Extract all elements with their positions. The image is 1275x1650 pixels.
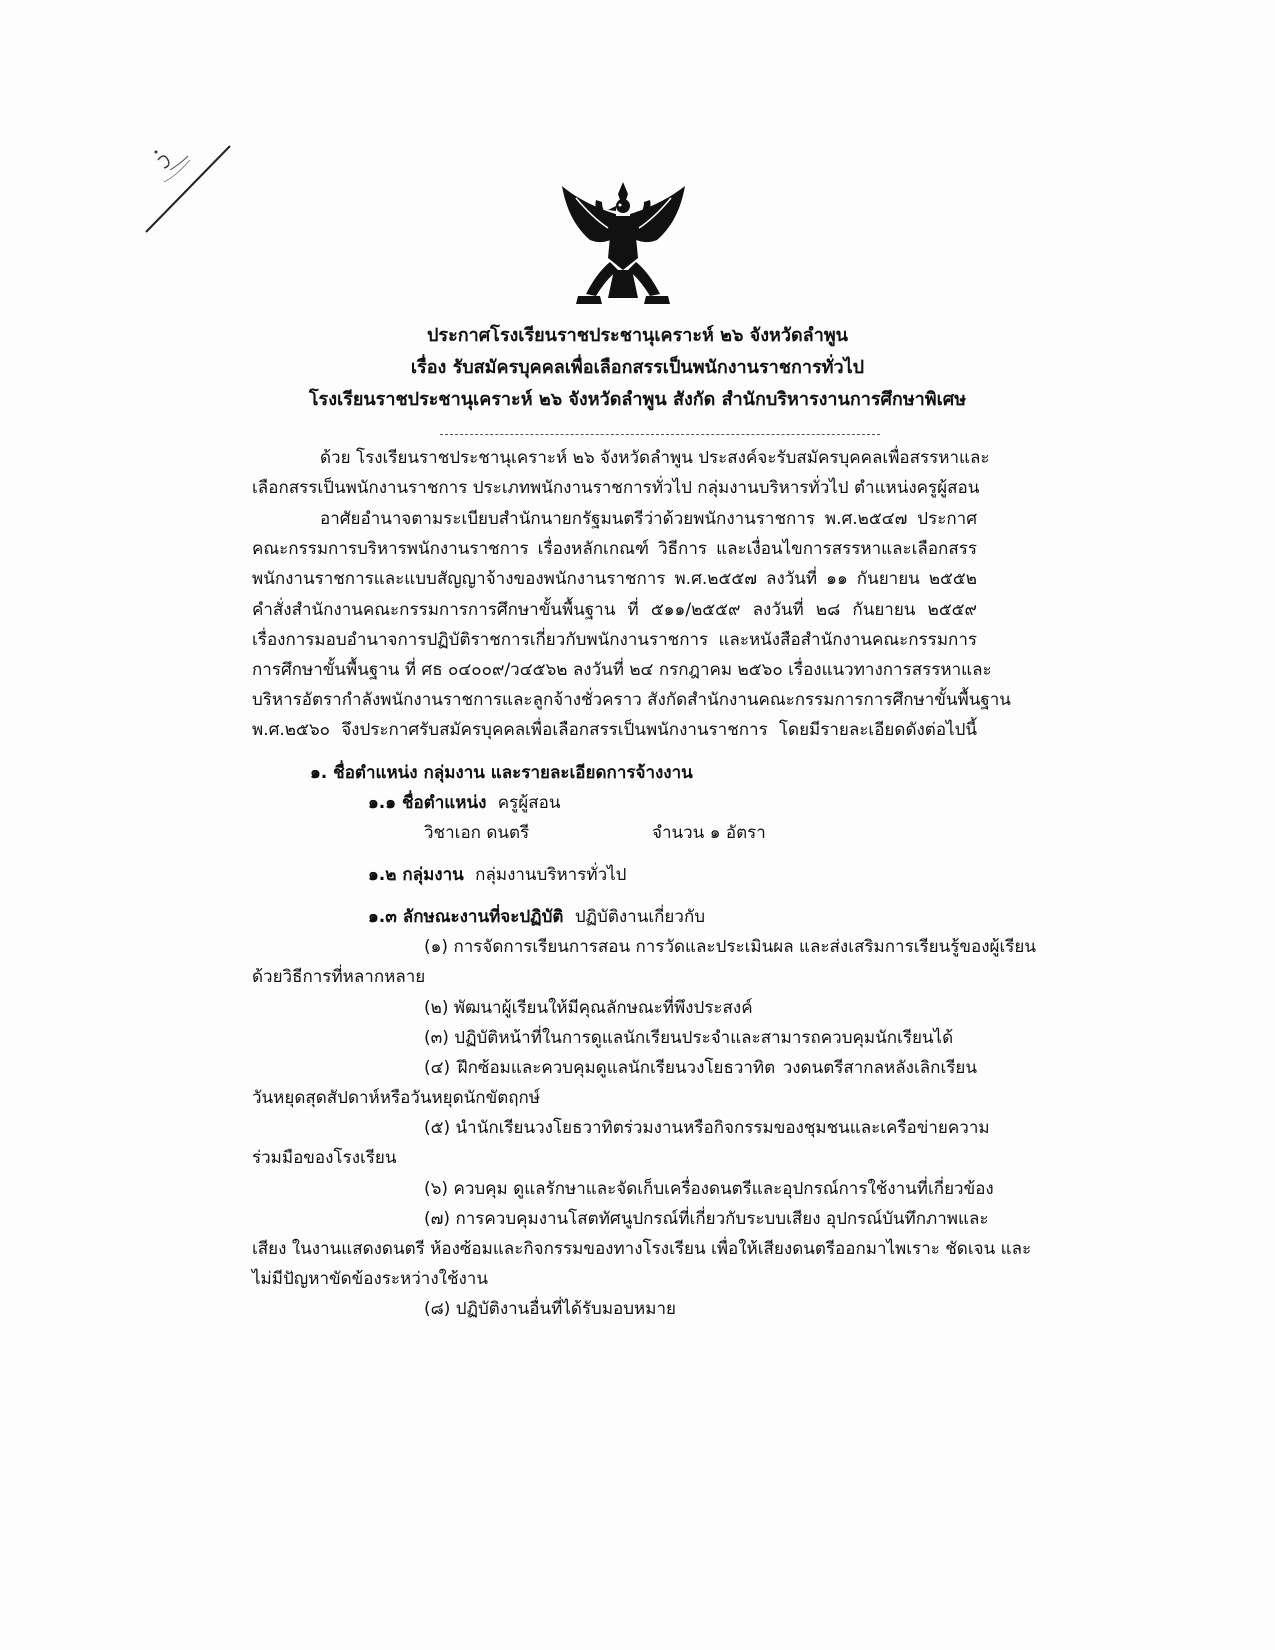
duty-2: (๒) พัฒนาผู้เรียนให้มีคุณลักษณะที่พึงประสงค์ xyxy=(424,998,753,1018)
garuda-emblem xyxy=(556,178,691,313)
duty-1-line-2: ด้วยวิธีการที่หลากหลาย xyxy=(252,967,426,987)
intro-paragraph-1-line-2: เลือกสรรเป็นพนักงานราชการ ประเภทพนักงานราชการทั่วไป กลุ่มงานบริหารทั่วไป ตำแหน่งครูผู้สอน xyxy=(252,478,980,498)
intro-paragraph-2-line-8: พ.ศ.๒๕๖๐ จึงประกาศรับสมัครบุคคลเพื่อเลือกสรรเป็นพนักงานราชการ โดยมีรายละเอียดดังต่อไปนี้ xyxy=(252,720,977,740)
section-1-3-label: ๑.๓ ลักษณะงานที่จะปฏิบัติ xyxy=(368,907,564,927)
intro-paragraph-2-line-7: บริหารอัตรากำลังพนักงานราชการและลูกจ้างชั่วคราว สังกัดสำนักงานคณะกรรมการการศึกษาขั้นพื้นฐาน xyxy=(252,690,1011,710)
subject-major: วิชาเอก ดนตรี xyxy=(424,823,530,843)
duty-5-line-1: (๕) นำนักเรียนวงโยธวาทิตร่วมงานหรือกิจกรรมของชุมชนและเครือข่ายความ xyxy=(424,1118,990,1138)
position-quota: จำนวน ๑ อัตรา xyxy=(652,823,766,843)
duty-7-line-3: ไม่มีปัญหาขัดข้องระหว่างใช้งาน xyxy=(252,1269,488,1289)
announcement-school-line: โรงเรียนราชประชานุเคราะห์ ๒๖ จังหวัดลำพูน สังกัด สำนักบริหารงานการศึกษาพิเศษ xyxy=(308,389,967,410)
section-1-1-label: ๑.๑ ชื่อตำแหน่ง xyxy=(368,793,487,813)
duty-4-line-1: (๔) ฝึกซ้อมและควบคุมดูแลนักเรียนวงโยธวาทิต วงดนตรีสากลหลังเลิกเรียน xyxy=(424,1058,977,1078)
announcement-title: ประกาศโรงเรียนราชประชานุเคราะห์ ๒๖ จังหวัดลำพูน xyxy=(426,325,848,346)
duty-4-line-2: วันหยุดสุดสัปดาห์หรือวันหยุดนักขัตฤกษ์ xyxy=(252,1088,541,1108)
intro-paragraph-2-line-3: พนักงานราชการและแบบสัญญาจ้างของพนักงานราชการ พ.ศ.๒๕๕๗ ลงวันที่ ๑๑ กันยายน ๒๕๕๒ xyxy=(252,569,977,589)
duty-8: (๘) ปฏิบัติงานอื่นที่ได้รับมอบหมาย xyxy=(424,1299,676,1319)
intro-paragraph-2-line-1: อาศัยอำนาจตามระเบียบสำนักนายกรัฐมนตรีว่าด้วยพนักงานราชการ พ.ศ.๒๕๔๗ ประกาศ xyxy=(320,509,977,529)
intro-paragraph-2-line-2: คณะกรรมการบริหารพนักงานราชการ เรื่องหลักเกณฑ์ วิธีการ และเงื่อนไขการสรรหาและเลือกสรร xyxy=(252,539,977,559)
intro-paragraph-1-line-1: ด้วย โรงเรียนราชประชานุเคราะห์ ๒๖ จังหวัดลำพูน ประสงค์จะรับสมัครบุคคลเพื่อสรรหาและ xyxy=(320,448,990,468)
section-1-heading: ๑. ชื่อตำแหน่ง กลุ่มงาน และรายละเอียดการจ้างงาน xyxy=(310,763,693,783)
duty-7-line-2: เสียง ในงานแสดงดนตรี ห้องซ้อมและกิจกรรมของทางโรงเรียน เพื่อให้เสียงดนตรีออกมาไพเราะ ชัดเจน และ xyxy=(252,1239,1032,1259)
intro-paragraph-2-line-6: การศึกษาขั้นพื้นฐาน ที่ ศธ ๐๔๐๐๙/ว๔๕๖๒ ลงวันที่ ๒๔ กรกฎาคม ๒๕๖๐ เรื่องแนวทางการสรรหาและ xyxy=(252,660,992,680)
duty-1-line-1: (๑) การจัดการเรียนการสอน การวัดและประเมินผล และส่งเสริมการเรียนรู้ของผู้เรียน xyxy=(424,937,1036,957)
handwritten-corner-mark xyxy=(140,140,250,250)
duty-6: (๖) ควบคุม ดูแลรักษาและจัดเก็บเครื่องดนตรีและอุปกรณ์การใช้งานที่เกี่ยวข้อง xyxy=(424,1179,994,1199)
section-1-2-label: ๑.๒ กลุ่มงาน xyxy=(368,865,464,885)
section-1-3-value: ปฏิบัติงานเกี่ยวกับ xyxy=(574,907,706,927)
heading-divider xyxy=(440,434,880,435)
intro-paragraph-2-line-5: เรื่องการมอบอำนาจการปฏิบัติราชการเกี่ยวกับพนักงานราชการ และหนังสือสำนักงานคณะกรรมการ xyxy=(252,630,977,650)
duty-7-line-1: (๗) การควบคุมงานโสตทัศนูปกรณ์ที่เกี่ยวกับระบบเสียง อุปกรณ์บันทึกภาพและ xyxy=(424,1209,989,1229)
announcement-subject: เรื่อง รับสมัครบุคคลเพื่อเลือกสรรเป็นพนักงานราชการทั่วไป xyxy=(410,357,865,378)
section-1-2 xyxy=(368,862,626,888)
section-1-3 xyxy=(368,904,705,930)
duty-3: (๓) ปฏิบัติหน้าที่ในการดูแลนักเรียนประจำและสามารถควบคุมนักเรียนได้ xyxy=(424,1028,954,1048)
section-1-2-value: กลุ่มงานบริหารทั่วไป xyxy=(475,865,627,885)
section-1-1-value: ครูผู้สอน xyxy=(497,793,561,813)
section-1-1 xyxy=(368,790,560,816)
duty-5-line-2: ร่วมมือของโรงเรียน xyxy=(252,1148,397,1168)
intro-paragraph-2-line-4: คำสั่งสำนักงานคณะกรรมการการศึกษาขั้นพื้นฐาน ที่ ๕๑๑/๒๕๕๙ ลงวันที่ ๒๘ กันยายน ๒๕๕๙ xyxy=(252,600,977,620)
